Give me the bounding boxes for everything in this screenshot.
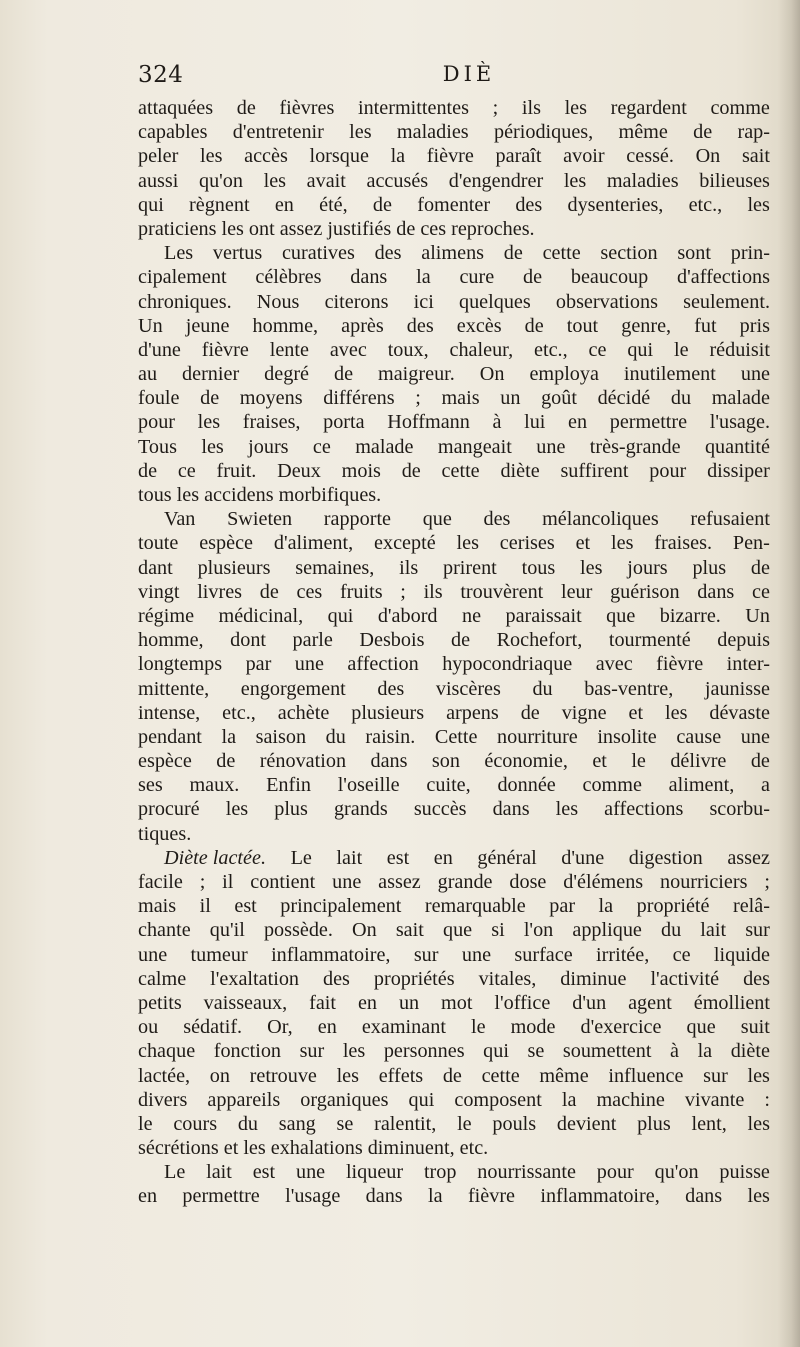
section-heading: Diète lactée. bbox=[164, 846, 267, 869]
text-line: facile ; il contient une assez grande dose d'élémens nourriciers ; bbox=[138, 871, 770, 893]
text-line: le cours du sang se ralentit, le pouls devient plus lent, les bbox=[138, 1112, 770, 1135]
text-line: homme, dont parle Desbois de Rochefort, tourmenté depuis bbox=[138, 629, 770, 652]
text-line: de ce fruit. Deux mois de cette diète suffirent pour dissiper bbox=[138, 459, 770, 482]
paragraph-2 bbox=[138, 241, 770, 507]
text-line: intense, etc., achète plusieurs arpens de vigne et les dévaste bbox=[138, 701, 770, 724]
paragraph-5 bbox=[138, 1160, 770, 1208]
page-edge-shadow bbox=[778, 0, 800, 1347]
text-line: praticiens les ont assez justifiés de ces reproches. bbox=[138, 217, 535, 240]
text-line: Tous les jours ce malade mangeait une très-grande quantité bbox=[138, 435, 770, 458]
text-line: capables d'entretenir les maladies périodiques, même de rap- bbox=[138, 121, 770, 144]
text-line: vingt livres de ces fruits ; ils trouvèrent leur guérison dans ce bbox=[138, 580, 770, 603]
running-head bbox=[138, 62, 770, 96]
text-line: dant plusieurs semaines, ils prirent tous les jours plus de bbox=[138, 556, 770, 579]
running-headword: DIÈ bbox=[442, 62, 496, 86]
text-line: attaquées de fièvres intermittentes ; ils les regardent comme bbox=[138, 97, 770, 119]
paragraph-1 bbox=[138, 96, 770, 241]
text-line: une tumeur inflammatoire, sur une surface irritée, ce liquide bbox=[138, 943, 770, 966]
text-line: pour les fraises, porta Hoffmann à lui en permettre l'usage. bbox=[138, 411, 770, 434]
text-line: calme l'exaltation des propriétés vitales, diminue l'activité des bbox=[138, 967, 770, 990]
text-line: procuré les plus grands succès dans les affections scorbu- bbox=[138, 798, 770, 821]
text-line: au dernier degré de maigreur. On employa inutilement une bbox=[138, 363, 770, 386]
text-line: petits vaisseaux, fait en un mot l'office d'un agent émollient bbox=[138, 991, 770, 1014]
text-line: Le lait est une liqueur trop nourrissante pour qu'on puisse bbox=[164, 1161, 770, 1184]
text-line: régime médicinal, qui d'abord ne paraissait que bizarre. Un bbox=[138, 604, 770, 627]
text-line: toute espèce d'aliment, excepté les cerises et les fraises. Pen- bbox=[138, 532, 770, 555]
text-line: ou sédatif. Or, en examinant le mode d'exercice que suit bbox=[138, 1016, 770, 1039]
text-line: lactée, on retrouve les effets de cette même influence sur les bbox=[138, 1064, 770, 1087]
text-line: mittente, engorgement des viscères du bas-ventre, jaunisse bbox=[138, 677, 770, 700]
text-line: tiques. bbox=[138, 822, 192, 845]
text-line: chroniques. Nous citerons ici quelques observations seulement. bbox=[138, 290, 770, 313]
text-line: d'une fièvre lente avec toux, chaleur, etc., ce qui le réduisit bbox=[138, 338, 770, 361]
text-line: chante qu'il possède. On sait que si l'on applique du lait sur bbox=[138, 919, 770, 942]
text-line: Les vertus curatives des alimens de cette section sont prin- bbox=[164, 242, 770, 265]
text-line: qui règnent en été, de fomenter des dysenteries, etc., les bbox=[138, 193, 770, 216]
body-text bbox=[138, 96, 770, 1209]
page-number: 324 bbox=[138, 62, 184, 88]
text-line: longtemps par une affection hypocondriaque avec fièvre inter- bbox=[138, 653, 770, 676]
text-line: en permettre l'usage dans la fièvre inflammatoire, dans les bbox=[138, 1185, 770, 1208]
text-line: aussi qu'on les avait accusés d'engendrer les maladies bilieuses bbox=[138, 169, 770, 192]
text-line: tous les accidens morbifiques. bbox=[138, 484, 382, 506]
paragraph-diete-lactee bbox=[138, 846, 770, 1160]
text-line: sécrétions et les exhalations diminuent, etc. bbox=[138, 1137, 489, 1160]
text-line: Diète lactée. Le lait est en général d'une digestion assez bbox=[164, 846, 770, 869]
text-line: Un jeune homme, après des excès de tout genre, fut pris bbox=[138, 314, 770, 337]
text-line: divers appareils organiques qui composent la machine vivante : bbox=[138, 1088, 770, 1111]
text-line: cipalement célèbres dans la cure de beaucoup d'affections bbox=[138, 266, 770, 289]
text-line: mais il est principalement remarquable par la propriété relâ- bbox=[138, 895, 770, 918]
text-line: chaque fonction sur les personnes qui se soumettent à la diète bbox=[138, 1040, 770, 1063]
text-line: pendant la saison du raisin. Cette nourriture insolite cause une bbox=[138, 725, 770, 748]
text-line: espèce de rénovation dans son économie, et le délivre de bbox=[138, 750, 770, 773]
text-line: Van Swieten rapporte que des mélancoliques refusaient bbox=[164, 508, 770, 531]
text-line: foule de moyens différens ; mais un goût décidé du malade bbox=[138, 387, 770, 410]
text-line: ses maux. Enfin l'oseille cuite, donnée comme aliment, a bbox=[138, 774, 770, 797]
paragraph-3 bbox=[138, 507, 770, 846]
text-line: peler les accès lorsque la fièvre paraît avoir cessé. On sait bbox=[138, 145, 770, 168]
